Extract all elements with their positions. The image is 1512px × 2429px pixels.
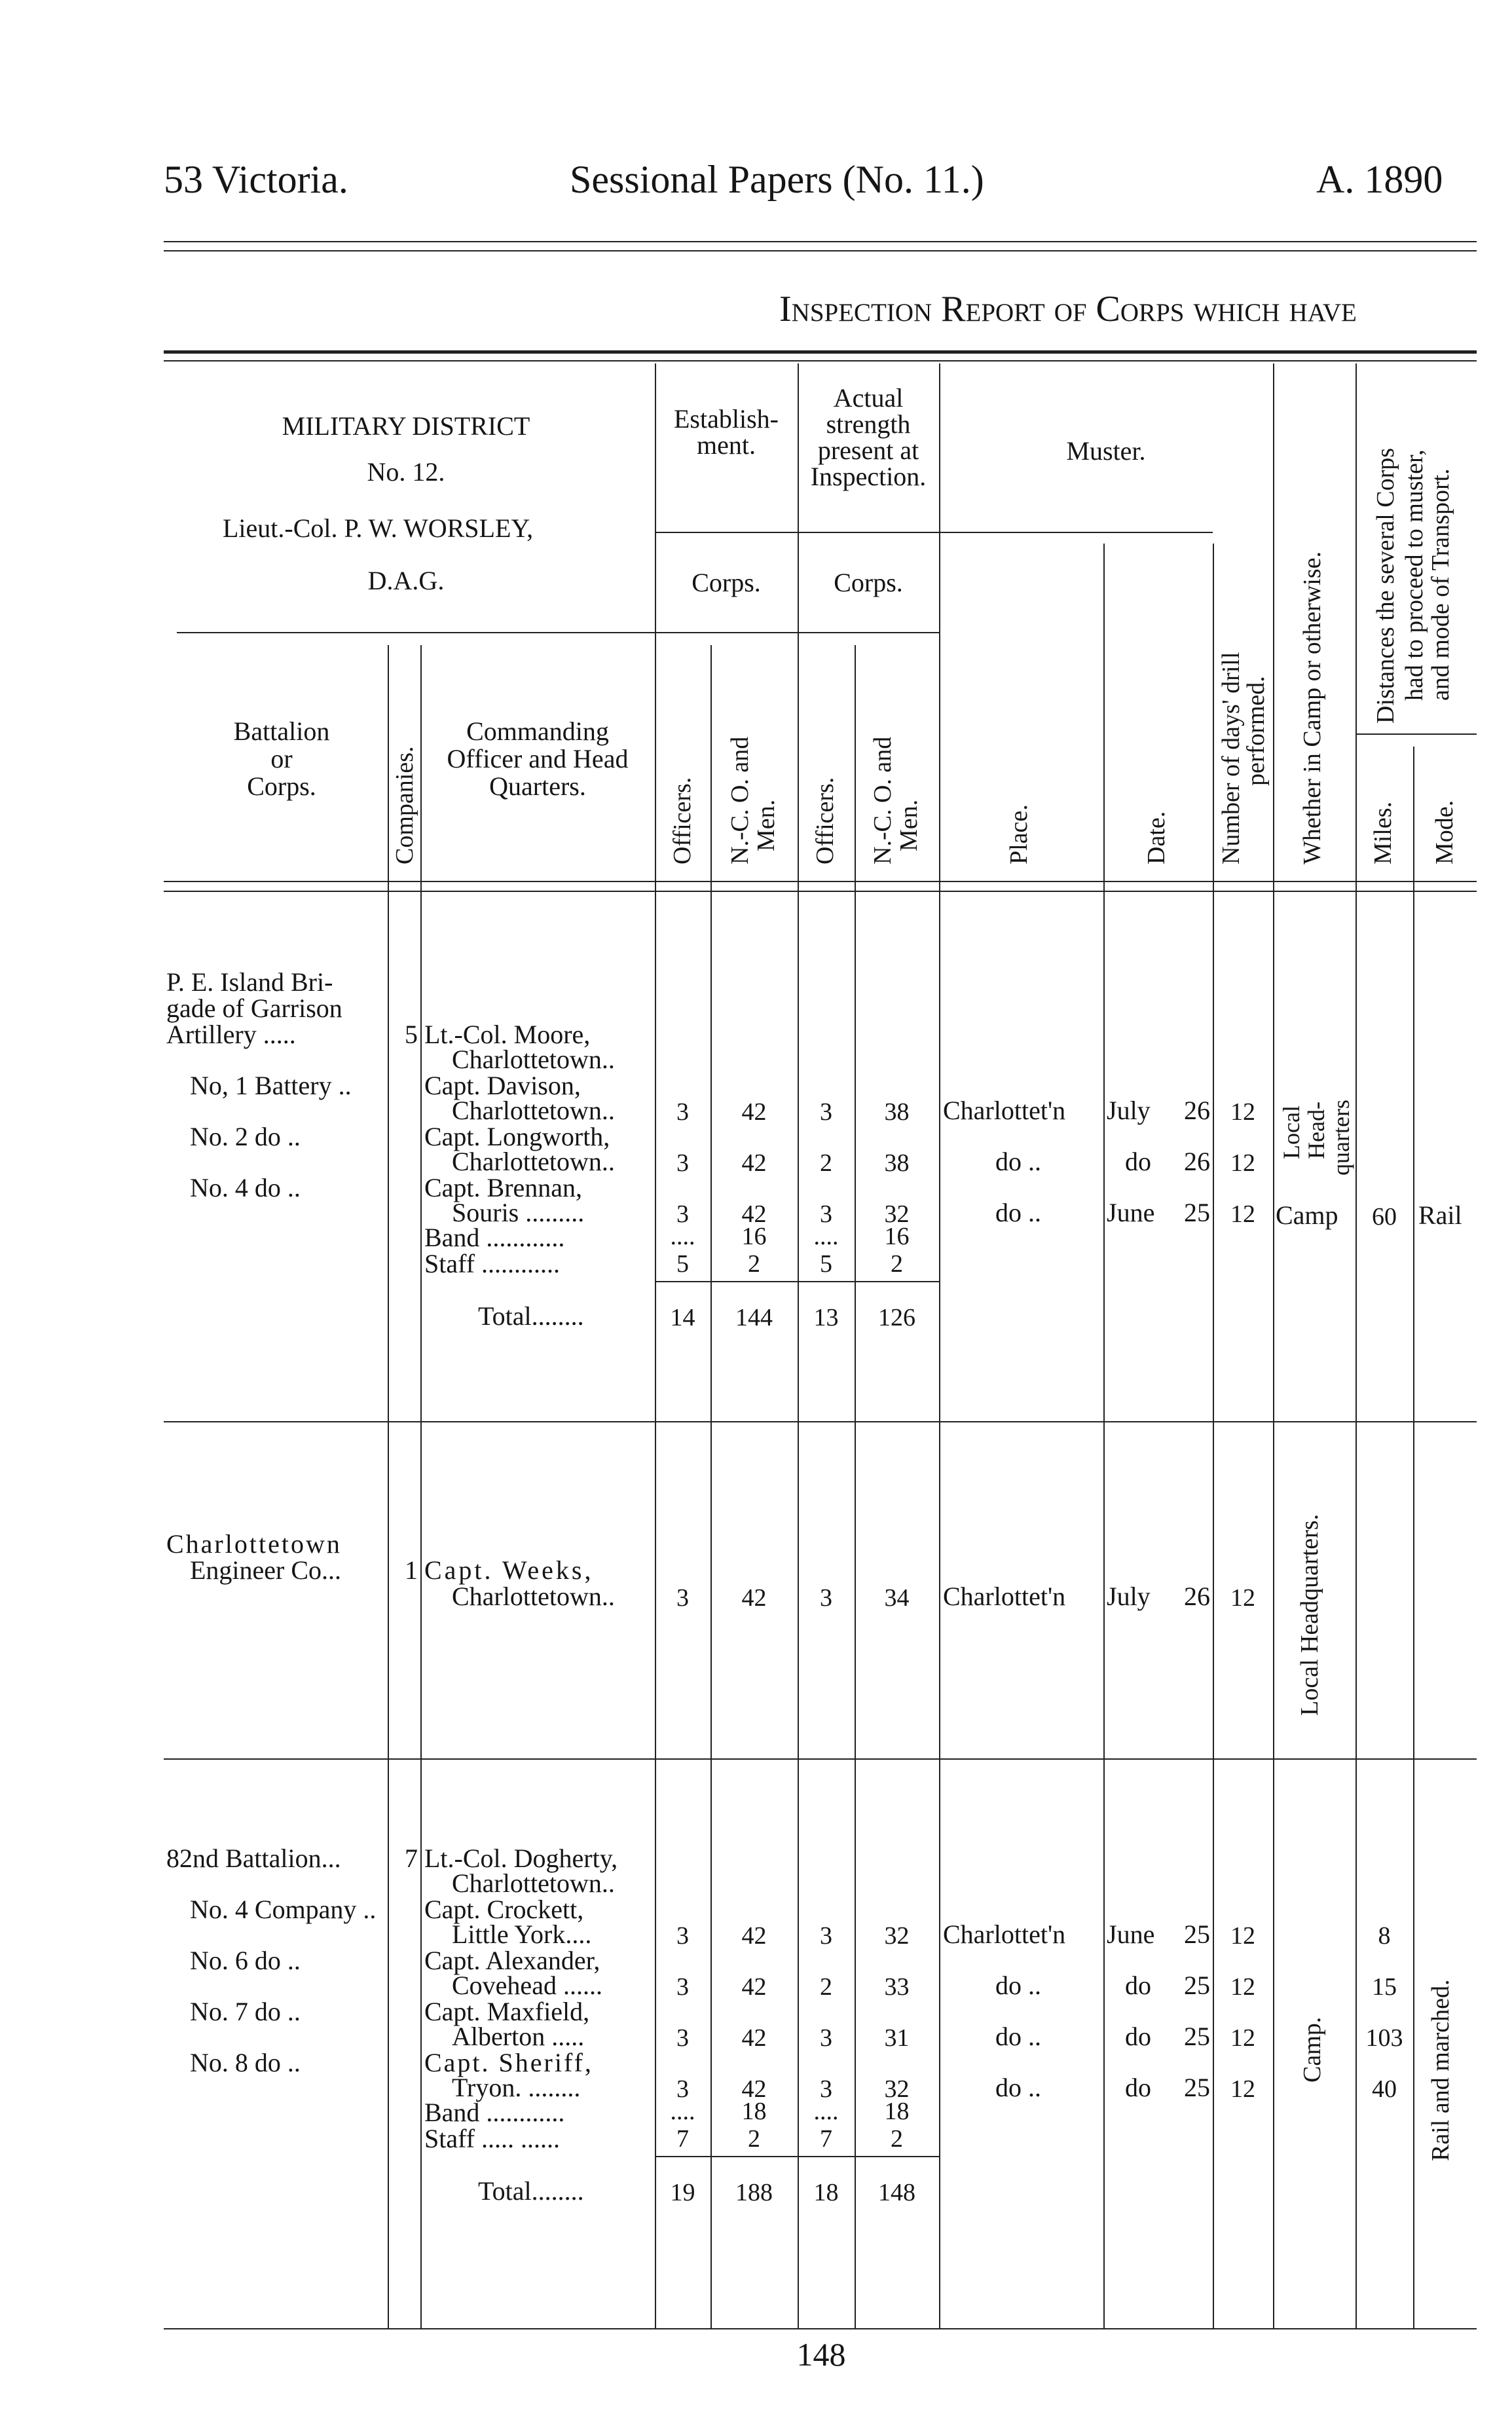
g3-staff-est-off: 7 [676, 2125, 689, 2153]
g1-r2-act-men: 38 [884, 1149, 910, 1177]
col-co-1: Commanding [466, 716, 609, 746]
col-whether: Whether in Camp or otherwise. [1299, 551, 1326, 864]
g1-r2-month: do [1125, 1147, 1151, 1176]
col-actual-3: present at [817, 436, 919, 465]
g3-r1-day: 25 [1184, 1919, 1210, 1949]
g2-name-2: Engineer Co... [190, 1555, 342, 1585]
g1-r2-drill: 12 [1230, 1149, 1255, 1177]
g2-whether: Local Headquarters. [1296, 1513, 1323, 1716]
g1-r3-act-men: 32 [884, 1200, 910, 1228]
col-establishment: Establish- ment. [674, 404, 779, 460]
g3-r4-month: do [1125, 2073, 1151, 2102]
g3-total-rule [655, 2156, 939, 2157]
g2-name-1: Charlottetown [166, 1529, 342, 1559]
col-line-co [420, 645, 422, 2328]
g1-total-label: Total........ [478, 1301, 584, 1331]
g3-r3-drill: 12 [1230, 2024, 1255, 2052]
col-nco-act-1: N.-C. O. and [869, 736, 896, 864]
col-date: Date. [1143, 811, 1170, 864]
g1-r1-drill: 12 [1230, 1098, 1255, 1126]
g3-band-est-men: 18 [741, 2098, 767, 2125]
g2-est-off: 3 [676, 1584, 689, 1612]
g3-r4-act-men: 32 [884, 2075, 910, 2103]
g1-r3-co-2: Souris ......... [452, 1198, 585, 1227]
g1-r1-co-2: Charlottetown.. [452, 1096, 615, 1125]
g1-whether-3: quarters [1328, 1100, 1354, 1176]
g1-whether-1: Local [1278, 1105, 1304, 1159]
col-line-mode [1413, 747, 1414, 2328]
g3-r4-est-men: 42 [741, 2075, 767, 2103]
g2-month: July [1107, 1582, 1151, 1611]
g1-r1-act-off: 3 [820, 1098, 832, 1126]
col-distances-3: and mode of Transport. [1427, 468, 1454, 701]
g1-band-est-off: .... [670, 1223, 695, 1250]
col-mode: Mode. [1431, 800, 1458, 864]
col-battalion-1: Battalion [233, 716, 330, 746]
g3-co-2: Charlottetown.. [452, 1868, 615, 1898]
est-corps-rule [655, 532, 939, 533]
g3-r2-place: do .. [995, 1971, 1041, 2000]
g3-r4-unit: No. 8 do .. [190, 2048, 301, 2077]
g1-r3-day: 25 [1184, 1198, 1210, 1227]
g3-r2-drill: 12 [1230, 1973, 1255, 2001]
col-co-3: Quarters. [489, 771, 586, 801]
g3-r2-co-2: Covehead ...... [452, 1971, 602, 2000]
g2-act-off: 3 [820, 1584, 832, 1612]
g3-r3-co-1: Capt. Maxfield, [424, 1997, 590, 2026]
g3-staff-act-off: 7 [820, 2125, 832, 2153]
g3-r1-co-2: Little York.... [452, 1919, 592, 1949]
g1-name-1: P. E. Island Bri- [166, 967, 333, 997]
g3-r1-act-off: 3 [820, 1922, 832, 1950]
g1-r1-est-men: 42 [741, 1098, 767, 1126]
col-actual-2: strength [826, 409, 911, 439]
head-rule-1 [164, 241, 1477, 242]
col-actual-4: Inspection. [810, 462, 927, 491]
running-head-right: A. 1890 [1316, 158, 1443, 201]
col-nco-est-2: Men. [752, 799, 780, 851]
col-distances-1: Distances the several Corps [1372, 447, 1399, 724]
g1-r1-co-1: Capt. Davison, [424, 1071, 581, 1100]
g3-total-label: Total........ [478, 2176, 584, 2206]
g1-r3-month: June [1107, 1198, 1155, 1227]
g1-r3-act-off: 3 [820, 1200, 832, 1228]
g1-total-act-off: 13 [813, 1304, 839, 1331]
head-rule-2 [164, 250, 1477, 251]
g3-name: 82nd Battalion... [166, 1844, 341, 1873]
page-number: 148 [796, 2336, 846, 2373]
running-head-left: 53 Victoria. [164, 158, 348, 201]
col-days-1: Number of days' drill [1217, 652, 1245, 864]
g3-r2-act-men: 33 [884, 1973, 910, 2001]
table-bottom-rule [164, 2328, 1477, 2329]
g1-r1-place: Charlottet'n [943, 1096, 1066, 1125]
g1-r3-est-men: 42 [741, 1200, 767, 1228]
g2-co-2: Charlottetown.. [452, 1582, 615, 1611]
g3-r4-day: 25 [1184, 2073, 1210, 2102]
g3-r2-co-1: Capt. Alexander, [424, 1946, 600, 1975]
g3-r4-act-off: 3 [820, 2075, 832, 2103]
g3-r4-drill: 12 [1230, 2075, 1255, 2103]
g3-co-1: Lt.-Col. Dogherty, [424, 1844, 618, 1873]
g1-band-est-men: 16 [741, 1223, 767, 1250]
g2-co-1: Capt. Weeks, [424, 1555, 594, 1585]
district-title: MILITARY DISTRICT [282, 411, 530, 441]
g1-name-2: gade of Garrison [166, 993, 342, 1023]
g3-band-est-off: .... [670, 2098, 695, 2125]
g3-r4-miles: 40 [1372, 2075, 1397, 2103]
g2-day: 26 [1184, 1582, 1210, 1611]
col-battalion-3: Corps. [247, 771, 316, 801]
g3-companies: 7 [405, 1844, 418, 1873]
g3-r3-act-men: 31 [884, 2024, 910, 2052]
col-distances-2: had to proceed to muster, [1401, 449, 1428, 701]
g2-companies: 1 [405, 1555, 418, 1585]
g1-band-act-men: 16 [884, 1223, 910, 1250]
g3-r1-act-men: 32 [884, 1922, 910, 1950]
g1-band-act-off: .... [813, 1223, 839, 1250]
g2-est-men: 42 [741, 1584, 767, 1612]
g1-total-rule [655, 1281, 939, 1282]
g1-r3-place: do .. [995, 1198, 1041, 1227]
g1-staff-act-men: 2 [891, 1250, 903, 1278]
g3-band-label: Band ............ [424, 2098, 565, 2127]
col-officers-act: Officers. [811, 777, 839, 864]
g2-place: Charlottet'n [943, 1582, 1066, 1611]
g3-r2-day: 25 [1184, 1971, 1210, 2000]
distances-rule [1355, 733, 1477, 735]
g3-r1-co-1: Capt. Crockett, [424, 1895, 584, 1924]
col-co-2: Officer and Head [447, 744, 629, 773]
g3-r1-place: Charlottet'n [943, 1919, 1066, 1949]
g3-r3-month: do [1125, 2022, 1151, 2051]
g3-r3-place: do .. [995, 2022, 1041, 2051]
col-nco-est-1: N.-C. O. and [726, 736, 754, 864]
g1-co-2: Charlottetown.. [452, 1045, 615, 1074]
g3-r2-miles: 15 [1372, 1973, 1397, 2001]
g1-whether-2: Head- [1303, 1102, 1329, 1159]
g1-r1-act-men: 38 [884, 1098, 910, 1126]
g3-r2-est-men: 42 [741, 1973, 767, 2001]
col-line-date [1103, 544, 1105, 2328]
g2-drill: 12 [1230, 1584, 1255, 1612]
g1-total-act-men: 126 [878, 1304, 915, 1331]
g3-r2-est-off: 3 [676, 1973, 689, 2001]
g3-total-act-men: 148 [878, 2179, 915, 2206]
g3-r4-co-1: Capt. Sheriff, [424, 2048, 593, 2077]
g1-staff-act-off: 5 [820, 1250, 832, 1278]
g1-r3-co-1: Capt. Brennan, [424, 1173, 583, 1202]
g1-r2-unit: No. 2 do .. [190, 1122, 301, 1151]
g3-r3-miles: 103 [1365, 2024, 1403, 2052]
col-line-companies [388, 645, 389, 2328]
g1-r2-est-off: 3 [676, 1149, 689, 1177]
g1-r2-co-1: Capt. Longworth, [424, 1122, 610, 1151]
table-top-rule [164, 350, 1477, 354]
g1-band-label: Band ............ [424, 1223, 565, 1252]
g1-bottom-rule [164, 1421, 1477, 1422]
g1-miles: 60 [1372, 1203, 1397, 1231]
g1-co-1: Lt.-Col. Moore, [424, 1020, 591, 1049]
g1-camp: Camp [1276, 1200, 1338, 1230]
g1-staff-label: Staff ............ [424, 1249, 561, 1278]
g3-r3-est-men: 42 [741, 2024, 767, 2052]
report-title: Inspection Report of Corps which have [779, 289, 1357, 329]
g3-r1-miles: 8 [1378, 1922, 1391, 1950]
g1-r2-act-off: 2 [820, 1149, 832, 1177]
col-miles: Miles. [1369, 801, 1397, 864]
g1-mode: Rail [1418, 1200, 1462, 1230]
col-place: Place. [1005, 804, 1033, 864]
col-nco-act-2: Men. [895, 799, 923, 851]
g1-r3-drill: 12 [1230, 1200, 1255, 1228]
g1-r1-est-off: 3 [676, 1098, 689, 1126]
col-battalion-2: or [270, 744, 293, 773]
col-actual-1: Actual [833, 383, 904, 413]
col-days-2: performed. [1242, 676, 1270, 786]
col-muster: Muster. [1066, 436, 1146, 466]
g3-r1-est-off: 3 [676, 1922, 689, 1950]
col-corps-act: Corps. [834, 568, 903, 597]
g1-r1-day: 26 [1184, 1096, 1210, 1125]
g3-r3-est-off: 3 [676, 2024, 689, 2052]
g1-r1-unit: No, 1 Battery .. [190, 1071, 352, 1100]
g3-r1-month: June [1107, 1919, 1155, 1949]
muster-rule [939, 532, 1213, 533]
g1-r1-month: July [1107, 1096, 1151, 1125]
district-officer: Lieut.-Col. P. W. WORSLEY, [223, 513, 534, 543]
g3-r3-unit: No. 7 do .. [190, 1997, 301, 2026]
g3-r2-act-off: 2 [820, 1973, 832, 2001]
g1-r3-unit: No. 4 do .. [190, 1173, 301, 1202]
g1-total-est-off: 14 [670, 1304, 695, 1331]
g3-staff-est-men: 2 [748, 2125, 760, 2153]
col-line-days [1213, 544, 1214, 2328]
col-line-whether [1273, 363, 1274, 2328]
g1-staff-est-men: 2 [748, 1250, 760, 1278]
g2-act-men: 34 [884, 1584, 910, 1612]
col-companies: Companies. [391, 746, 418, 864]
g3-r1-est-men: 42 [741, 1922, 767, 1950]
g3-total-act-off: 18 [813, 2179, 839, 2206]
g3-r4-est-off: 3 [676, 2075, 689, 2103]
g3-r1-drill: 12 [1230, 1922, 1255, 1950]
header-bottom-rule [164, 881, 1477, 882]
g3-r3-day: 25 [1184, 2022, 1210, 2051]
g1-total-est-men: 144 [735, 1304, 773, 1331]
g2-bottom-rule [164, 1758, 1477, 1760]
g3-band-act-off: .... [813, 2098, 839, 2125]
g1-companies: 5 [405, 1020, 418, 1049]
district-rank: D.A.G. [367, 566, 445, 595]
g1-name-3: Artillery ..... [166, 1020, 296, 1049]
district-rule [177, 632, 939, 633]
g3-r2-month: do [1125, 1971, 1151, 2000]
g1-r2-day: 26 [1184, 1147, 1210, 1176]
g1-r2-place: do .. [995, 1147, 1041, 1176]
g3-whether: Camp. [1299, 2016, 1326, 2083]
table-top-rule-2 [164, 360, 1477, 362]
g3-r3-act-off: 3 [820, 2024, 832, 2052]
g1-staff-est-off: 5 [676, 1250, 689, 1278]
g1-r3-est-off: 3 [676, 1200, 689, 1228]
g3-r4-co-2: Tryon. ........ [452, 2073, 581, 2102]
header-bottom-rule-2 [164, 891, 1477, 892]
g3-r4-place: do .. [995, 2073, 1041, 2102]
g3-r1-unit: No. 4 Company .. [190, 1895, 377, 1924]
running-head-center: Sessional Papers (No. 11.) [570, 158, 984, 201]
col-line-muster [939, 363, 940, 2328]
g3-band-act-men: 18 [884, 2098, 910, 2125]
g1-r2-co-2: Charlottetown.. [452, 1147, 615, 1176]
g3-staff-label: Staff ..... ...... [424, 2124, 561, 2153]
col-officers-est: Officers. [669, 777, 696, 864]
g1-r2-est-men: 42 [741, 1149, 767, 1177]
g3-r2-unit: No. 6 do .. [190, 1946, 301, 1975]
g3-r3-co-2: Alberton ..... [452, 2022, 585, 2051]
g3-mode: Rail and marched. [1427, 1979, 1454, 2161]
g3-total-est-men: 188 [735, 2179, 773, 2206]
g3-staff-act-men: 2 [891, 2125, 903, 2153]
col-corps-est: Corps. [691, 568, 761, 597]
g3-total-est-off: 19 [670, 2179, 695, 2206]
district-number: No. 12. [367, 457, 445, 487]
